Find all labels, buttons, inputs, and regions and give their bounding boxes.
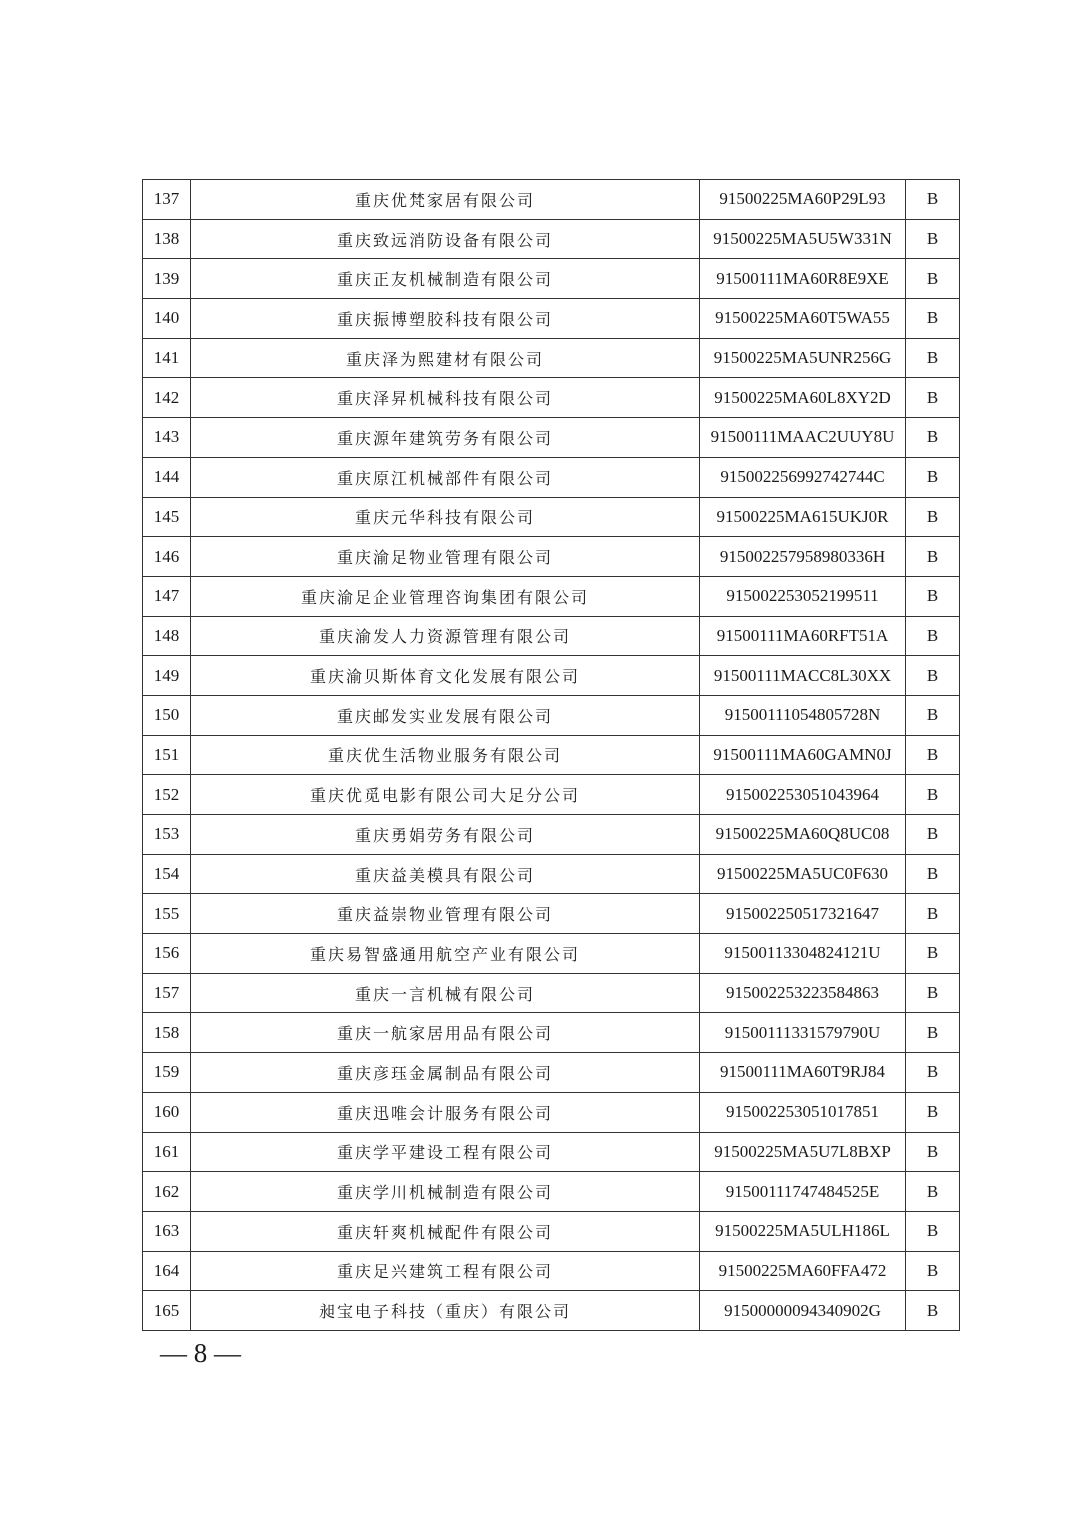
table-row (143, 656, 960, 696)
credit-grade: B (906, 378, 960, 418)
table-row (143, 934, 960, 974)
credit-code: 91500000094340902G (700, 1291, 906, 1331)
row-index: 164 (143, 1251, 191, 1291)
row-index: 141 (143, 338, 191, 378)
company-name: 重庆优梵家居有限公司 (191, 180, 700, 220)
credit-grade: B (906, 656, 960, 696)
row-index: 153 (143, 815, 191, 855)
company-name: 重庆勇娟劳务有限公司 (191, 815, 700, 855)
credit-grade: B (906, 934, 960, 974)
credit-grade: B (906, 1092, 960, 1132)
company-name: 重庆彦珏金属制品有限公司 (191, 1053, 700, 1093)
company-name: 重庆正友机械制造有限公司 (191, 259, 700, 299)
table-row (143, 1092, 960, 1132)
credit-grade: B (906, 537, 960, 577)
credit-grade: B (906, 457, 960, 497)
table-row (143, 775, 960, 815)
credit-code: 91500225MA60Q8UC08 (700, 815, 906, 855)
credit-grade: B (906, 854, 960, 894)
credit-grade: B (906, 735, 960, 775)
table-row (143, 259, 960, 299)
credit-grade: B (906, 1013, 960, 1053)
row-index: 163 (143, 1211, 191, 1251)
credit-grade: B (906, 299, 960, 339)
page-number: — 8 — (160, 1338, 241, 1368)
company-name: 重庆泽为熙建材有限公司 (191, 338, 700, 378)
table-row (143, 1013, 960, 1053)
company-name: 重庆泽昇机械科技有限公司 (191, 378, 700, 418)
company-name: 重庆益崇物业管理有限公司 (191, 894, 700, 934)
company-name: 昶宝电子科技（重庆）有限公司 (191, 1291, 700, 1331)
credit-grade: B (906, 259, 960, 299)
table-row (143, 854, 960, 894)
credit-grade: B (906, 1211, 960, 1251)
credit-code: 915002253052199511 (700, 576, 906, 616)
company-name: 重庆一言机械有限公司 (191, 973, 700, 1013)
credit-code: 915002253223584863 (700, 973, 906, 1013)
company-name: 重庆渝足企业管理咨询集团有限公司 (191, 576, 700, 616)
company-name: 重庆一航家居用品有限公司 (191, 1013, 700, 1053)
company-name: 重庆轩爽机械配件有限公司 (191, 1211, 700, 1251)
credit-grade: B (906, 1053, 960, 1093)
credit-code: 915002253051043964 (700, 775, 906, 815)
credit-code: 91500225MA60FFA472 (700, 1251, 906, 1291)
company-name: 重庆振博塑胶科技有限公司 (191, 299, 700, 339)
table-row (143, 497, 960, 537)
row-index: 159 (143, 1053, 191, 1093)
row-index: 150 (143, 695, 191, 735)
credit-grade: B (906, 576, 960, 616)
credit-grade: B (906, 497, 960, 537)
company-name: 重庆优生活物业服务有限公司 (191, 735, 700, 775)
company-name: 重庆渝发人力资源管理有限公司 (191, 616, 700, 656)
row-index: 143 (143, 418, 191, 458)
company-name: 重庆元华科技有限公司 (191, 497, 700, 537)
table-row (143, 378, 960, 418)
credit-grade: B (906, 973, 960, 1013)
credit-grade: B (906, 1251, 960, 1291)
credit-code: 91500111MAAC2UUY8U (700, 418, 906, 458)
table-row (143, 457, 960, 497)
credit-grade: B (906, 418, 960, 458)
credit-code: 915002256992742744C (700, 457, 906, 497)
table-row (143, 537, 960, 577)
row-index: 149 (143, 656, 191, 696)
credit-grade: B (906, 338, 960, 378)
credit-code: 91500225MA5ULH186L (700, 1211, 906, 1251)
credit-grade: B (906, 695, 960, 735)
table-row (143, 735, 960, 775)
credit-rating-table (142, 179, 960, 1331)
credit-code: 91500111054805728N (700, 695, 906, 735)
table-row (143, 695, 960, 735)
row-index: 148 (143, 616, 191, 656)
credit-code: 91500111747484525E (700, 1172, 906, 1212)
table-row (143, 1291, 960, 1331)
company-name: 重庆渝足物业管理有限公司 (191, 537, 700, 577)
credit-code: 91500225MA5UC0F630 (700, 854, 906, 894)
row-index: 138 (143, 219, 191, 259)
row-index: 145 (143, 497, 191, 537)
company-name: 重庆优觅电影有限公司大足分公司 (191, 775, 700, 815)
company-name: 重庆渝贝斯体育文化发展有限公司 (191, 656, 700, 696)
row-index: 152 (143, 775, 191, 815)
table-row (143, 1053, 960, 1093)
credit-grade: B (906, 894, 960, 934)
company-name: 重庆致远消防设备有限公司 (191, 219, 700, 259)
row-index: 155 (143, 894, 191, 934)
row-index: 137 (143, 180, 191, 220)
company-name: 重庆学川机械制造有限公司 (191, 1172, 700, 1212)
row-index: 165 (143, 1291, 191, 1331)
credit-code: 915002250517321647 (700, 894, 906, 934)
table-row (143, 1251, 960, 1291)
company-name: 重庆迅唯会计服务有限公司 (191, 1092, 700, 1132)
row-index: 144 (143, 457, 191, 497)
credit-grade: B (906, 1291, 960, 1331)
credit-grade: B (906, 775, 960, 815)
row-index: 140 (143, 299, 191, 339)
credit-code: 91500225MA5U5W331N (700, 219, 906, 259)
table-row (143, 973, 960, 1013)
row-index: 151 (143, 735, 191, 775)
credit-code: 915002257958980336H (700, 537, 906, 577)
credit-grade: B (906, 616, 960, 656)
credit-grade: B (906, 1172, 960, 1212)
credit-grade: B (906, 815, 960, 855)
credit-grade: B (906, 1132, 960, 1172)
row-index: 146 (143, 537, 191, 577)
company-name: 重庆易智盛通用航空产业有限公司 (191, 934, 700, 974)
company-name: 重庆邮发实业发展有限公司 (191, 695, 700, 735)
credit-code: 91500111MACC8L30XX (700, 656, 906, 696)
table-row (143, 299, 960, 339)
row-index: 142 (143, 378, 191, 418)
table-row (143, 894, 960, 934)
credit-code: 91500111331579790U (700, 1013, 906, 1053)
company-name: 重庆源年建筑劳务有限公司 (191, 418, 700, 458)
credit-code: 915002253051017851 (700, 1092, 906, 1132)
credit-code: 91500111MA60GAMN0J (700, 735, 906, 775)
credit-code: 91500225MA5U7L8BXP (700, 1132, 906, 1172)
credit-code: 91500225MA60L8XY2D (700, 378, 906, 418)
credit-grade: B (906, 219, 960, 259)
table-row (143, 815, 960, 855)
company-name: 重庆益美模具有限公司 (191, 854, 700, 894)
credit-code: 91500111MA60T9RJ84 (700, 1053, 906, 1093)
row-index: 160 (143, 1092, 191, 1132)
credit-code: 91500111MA60R8E9XE (700, 259, 906, 299)
table-row (143, 576, 960, 616)
table-body (143, 180, 960, 1331)
row-index: 162 (143, 1172, 191, 1212)
row-index: 139 (143, 259, 191, 299)
credit-code: 91500111MA60RFT51A (700, 616, 906, 656)
row-index: 154 (143, 854, 191, 894)
table-row (143, 180, 960, 220)
row-index: 147 (143, 576, 191, 616)
company-name: 重庆学平建设工程有限公司 (191, 1132, 700, 1172)
table-row (143, 1172, 960, 1212)
table-row (143, 219, 960, 259)
credit-code: 91500113304824121U (700, 934, 906, 974)
company-name: 重庆足兴建筑工程有限公司 (191, 1251, 700, 1291)
table-row (143, 418, 960, 458)
row-index: 158 (143, 1013, 191, 1053)
table-row (143, 338, 960, 378)
table-row (143, 616, 960, 656)
row-index: 157 (143, 973, 191, 1013)
credit-code: 91500225MA60P29L93 (700, 180, 906, 220)
credit-code: 91500225MA60T5WA55 (700, 299, 906, 339)
table-row (143, 1211, 960, 1251)
credit-grade: B (906, 180, 960, 220)
credit-code: 91500225MA5UNR256G (700, 338, 906, 378)
credit-code: 91500225MA615UKJ0R (700, 497, 906, 537)
row-index: 156 (143, 934, 191, 974)
company-name: 重庆原江机械部件有限公司 (191, 457, 700, 497)
row-index: 161 (143, 1132, 191, 1172)
table-row (143, 1132, 960, 1172)
